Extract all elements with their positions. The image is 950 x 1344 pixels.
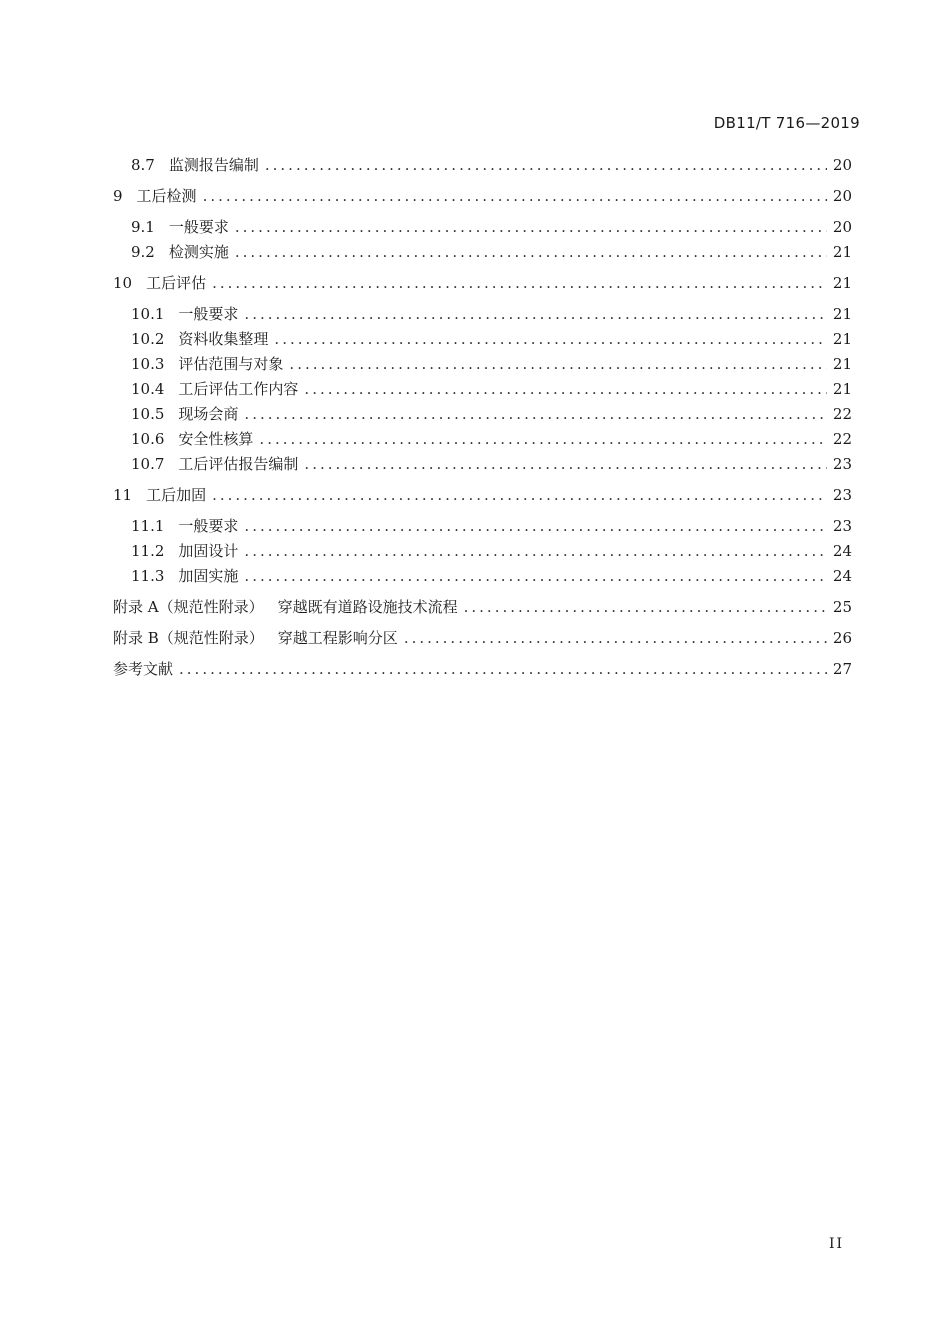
toc-entry[interactable] [131,378,852,400]
toc-entry-title: 工后评估工作内容 [178,380,299,398]
toc-leader-dots [244,515,826,537]
toc-entry[interactable] [131,428,852,450]
toc-entry-title: 参考文献 [113,660,174,678]
toc-entry-number: 10.3 [131,355,165,373]
toc-entry-number: 10.6 [131,430,165,448]
toc-leader-dots [244,303,826,325]
toc-entry-title: 一般要求 [168,218,229,236]
toc-entry-title: 安全性核算 [178,430,254,448]
toc-leader-dots [235,216,827,238]
toc-entry-page: 22 [832,405,852,423]
toc-leader-dots [244,540,826,562]
toc-entry[interactable] [113,272,852,294]
toc-entry[interactable] [113,484,852,506]
toc-leader-dots [259,428,826,450]
toc-entry[interactable] [131,453,852,475]
toc-entry[interactable] [131,565,852,587]
toc-entry-page: 24 [832,567,852,585]
page-number: II [829,1236,845,1252]
toc-entry-title: 加固实施 [178,567,239,585]
toc-leader-dots [212,484,827,506]
toc-leader-dots [212,272,827,294]
toc-entry-page: 26 [832,629,852,647]
toc-entry-number: 附录 B（规范性附录） [113,629,264,647]
toc-entry[interactable] [131,515,852,537]
toc-entry-number: 附录 A（规范性附录） [113,598,264,616]
toc-entry-page: 21 [832,305,852,323]
toc-leader-dots [244,403,826,425]
toc-entry-title: 加固设计 [178,542,239,560]
toc-entry-page: 25 [832,598,852,616]
toc-entry-title: 检测实施 [168,243,229,261]
toc-entry-title: 工后评估 [146,274,207,292]
toc-entry-number: 8.7 [131,156,155,174]
toc-entry-page: 20 [832,218,852,236]
toc-leader-dots [464,596,827,618]
toc-entry-page: 21 [832,243,852,261]
toc-entry-number: 9.1 [131,218,155,236]
toc-entry-page: 22 [832,430,852,448]
toc-entry-number: 10.5 [131,405,165,423]
toc-leader-dots [404,627,827,649]
toc-entry-number: 11.2 [131,542,165,560]
toc-entry-page: 24 [832,542,852,560]
toc-entry-number: 10 [113,274,133,292]
toc-entry-title: 一般要求 [178,517,239,535]
toc-entry-page: 21 [832,380,852,398]
toc-entry[interactable] [131,303,852,325]
toc-entry[interactable] [131,328,852,350]
toc-leader-dots [304,378,826,400]
toc-entry-number: 10.4 [131,380,165,398]
toc-entry-number: 11.1 [131,517,165,535]
toc-entry[interactable] [131,353,852,375]
toc-entry[interactable] [113,185,852,207]
toc-entry-title: 工后检测 [136,187,197,205]
toc-entry-page: 23 [832,455,852,473]
toc-entry-page: 21 [832,330,852,348]
toc-entry-page: 21 [832,274,852,292]
toc-leader-dots [265,154,827,176]
toc-entry-number: 10.7 [131,455,165,473]
toc-entry-appendix[interactable] [113,627,852,649]
toc-entry[interactable] [131,241,852,263]
toc-entry-title: 评估范围与对象 [178,355,284,373]
toc-entry-number: 10.2 [131,330,165,348]
toc-entry-title: 穿越既有道路设施技术流程 [277,598,458,616]
toc-entry-number: 9 [113,187,123,205]
toc-entry-title: 监测报告编制 [168,156,259,174]
toc-entry-appendix[interactable] [113,596,852,618]
toc-leader-dots [289,353,826,375]
toc-entry-title: 现场会商 [178,405,239,423]
document-code: DB11/T 716—2019 [713,114,860,132]
toc-entry-page: 20 [832,187,852,205]
toc-entry-number: 9.2 [131,243,155,261]
toc-leader-dots [179,658,827,680]
toc-entry[interactable] [131,540,852,562]
toc-entry-title: 工后评估报告编制 [178,455,299,473]
toc-entry-title: 一般要求 [178,305,239,323]
toc-entry-page: 27 [832,660,852,678]
toc-entry-page: 20 [832,156,852,174]
toc-leader-dots [235,241,827,263]
toc-entry-title: 资料收集整理 [178,330,269,348]
toc-entry-number: 10.1 [131,305,165,323]
toc-entry[interactable] [131,154,852,176]
toc-entry-title: 穿越工程影响分区 [277,629,398,647]
toc-leader-dots [203,185,827,207]
toc-entry-page: 23 [832,517,852,535]
toc-entry-number: 11.3 [131,567,165,585]
toc-entry[interactable] [131,216,852,238]
toc-leader-dots [244,565,826,587]
toc-entry-references[interactable] [113,658,852,680]
toc-leader-dots [304,453,826,475]
toc-entry-page: 21 [832,355,852,373]
toc-leader-dots [274,328,826,350]
toc-entry-number: 11 [113,486,133,504]
toc-entry-title: 工后加固 [146,486,207,504]
toc-entry[interactable] [131,403,852,425]
toc-entry-page: 23 [832,486,852,504]
